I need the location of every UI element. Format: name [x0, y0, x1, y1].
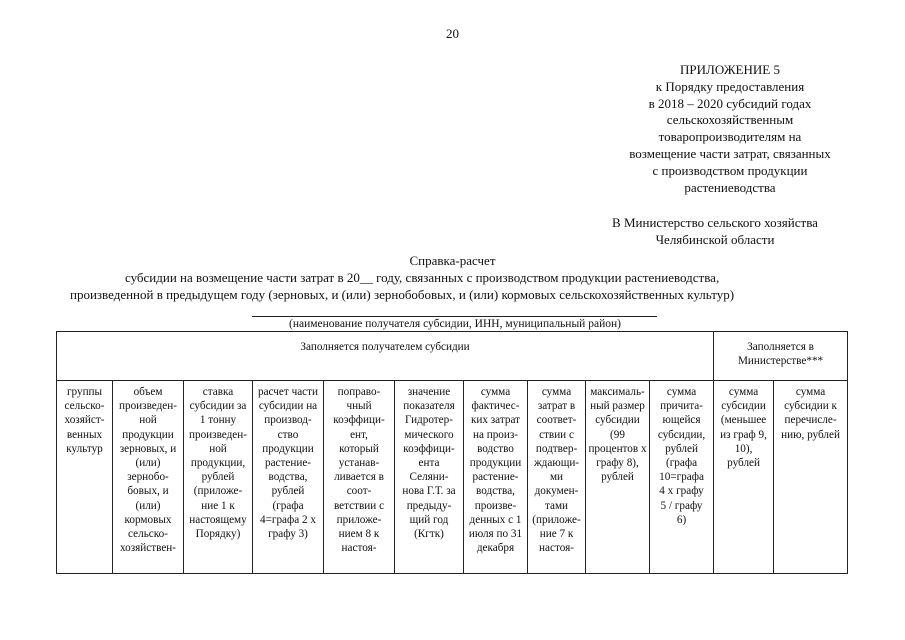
appendix-title: ПРИЛОЖЕНИЕ 5 [680, 62, 780, 77]
appendix-line: возмещение части затрат, связанных [629, 145, 831, 161]
group-header-ministry: Заполняется в Министерстве*** [714, 332, 848, 381]
column-header: сумма причита- ющейся субсидии, рублей (графа 10=графа 4 х графу 5 / графу 6) [650, 381, 714, 574]
document-title: Справка-расчет [409, 253, 496, 268]
page-number: 20 [446, 26, 459, 41]
column-header: значение показателя Гидротер- мического коэффици- ента Селяни- нова Г.Т. за предыду- щий год (Кгтк) [395, 381, 464, 574]
appendix-line: сельскохозяйственным [666, 112, 794, 128]
column-header: максималь- ный размер субсидии (99 процентов х графу 8), рублей [586, 381, 650, 574]
addressee-line: Челябинской области [655, 232, 775, 247]
appendix-line: растениеводства [684, 179, 776, 195]
appendix-line: с производством продукции [652, 162, 808, 178]
appendix-line: к Порядку предоставления [655, 78, 805, 94]
column-header: объем произведен- ной продукции зерновых, и (или) зернобо- бовых, и (или) кормовых сельско- хозяйствен- [113, 381, 184, 574]
appendix-line: товаропроизводителям на [658, 129, 802, 145]
column-header: сумма субсидии к перечисле- нию, рублей [774, 381, 848, 574]
column-header: ставка субсидии за 1 тонну произведен- ной продукции, рублей (приложе- ние 1 к настоящему Порядку) [184, 381, 253, 574]
group-header-recipient: Заполняется получателем субсидии [57, 332, 714, 381]
addressee-line: В Министерство сельского хозяйства [612, 215, 818, 230]
column-header: сумма субсидии (меньшее из граф 9, 10), рублей [714, 381, 774, 574]
column-header: группы сельско- хозяйст- венных культур [57, 381, 113, 574]
column-header: расчет части субсидии на производ- ство продукции растение- водства, рублей (графа 4=графа 2 х графу 3) [253, 381, 324, 574]
recipient-name-line [252, 316, 657, 317]
appendix-line: в 2018 – 2020 субсидий годах [648, 95, 812, 111]
column-header: сумма фактичес- ких затрат на произ- водство продукции растение- водства, произве- денных с 1 июля по 31 декабря [464, 381, 528, 574]
addressee-block [555, 214, 875, 248]
calculation-table [56, 331, 848, 574]
document-subtitle: субсидии на возмещение части затрат в 20__ году, связанных с производством продукции растениеводства, [125, 270, 720, 285]
recipient-caption: (наименование получателя субсидии, ИНН, муниципальный район) [289, 318, 621, 330]
column-header: сумма затрат в соответ- ствии с подтвер- ждающи- ми докумен- тами (приложе- ние 7 к настоя- [528, 381, 586, 574]
column-header: поправо- чный коэффици- ент, который устанав- ливается в соот- ветствии с приложе- нием 8 к настоя- [324, 381, 395, 574]
appendix-block [610, 62, 850, 196]
document-subtitle: произведенной в предыдущем году (зерновых, и (или) зернобобовых, и (или) кормовых сельскохозяйственных культур) [70, 287, 735, 302]
